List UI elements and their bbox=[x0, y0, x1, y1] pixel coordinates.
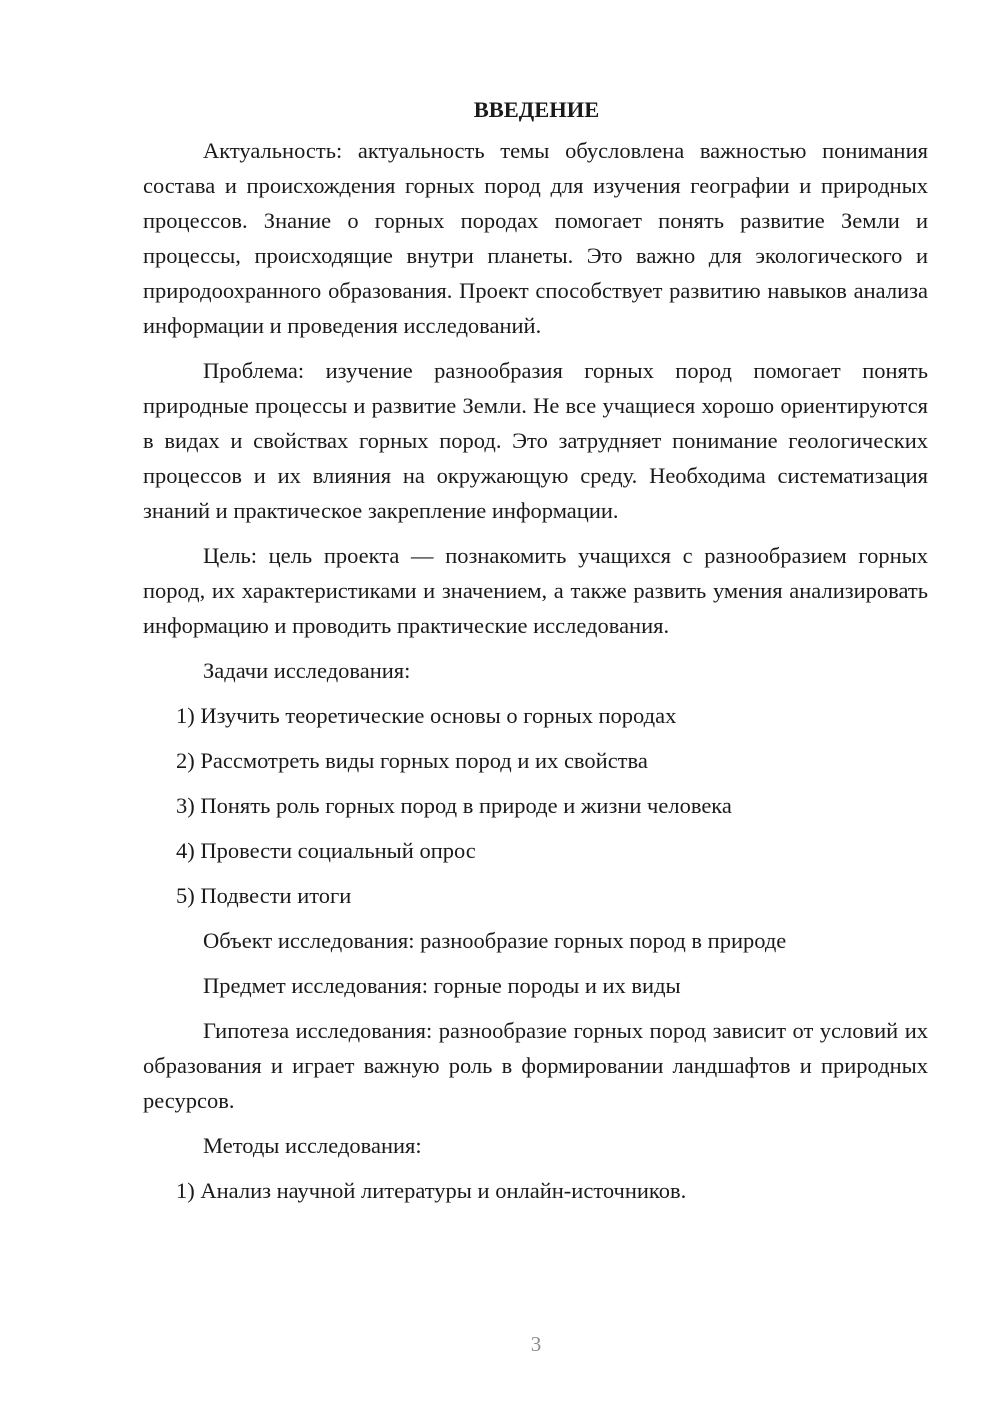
research-object: Объект исследования: разнообразие горных пород в природе bbox=[203, 928, 787, 953]
page-number: 3 bbox=[530, 1332, 542, 1356]
tasks-title: Задачи исследования: bbox=[203, 658, 411, 683]
task-item-4: 4) Провести социальный опрос bbox=[176, 838, 476, 863]
task-item-3: 3) Понять роль горных пород в природе и жизни человека bbox=[176, 793, 732, 818]
task-item-1: 1) Изучить теоретические основы о горных породах bbox=[176, 703, 677, 728]
problem-paragraph: Проблема: изучение разнообразия горных пород помогает понять природные процессы и развитие Земли. Не все учащиеся хорошо ориентируются в видах и свойствах горных пород. Это затрудняет понимание геологических процессов и их влияния на окружающую среду. Необходима систематизация знаний и практическое закрепление информации. bbox=[143, 358, 928, 523]
goal-paragraph: Цель: цель проекта — познакомить учащихся с разнообразием горных пород, их характеристиками и значением, а также развить умения анализировать информацию и проводить практические исследования. bbox=[143, 543, 928, 638]
document-page bbox=[143, 92, 928, 1218]
relevance-paragraph: Актуальность: актуальность темы обусловлена важностью понимания состава и происхождения горных пород для изучения географии и природных процессов. Знание о горных породах помогает понять развитие Земли и процессы, происходящие внутри планеты. Это важно для экологического и природоохранного образования. Проект способствует развитию навыков анализа информации и проведения исследований. bbox=[143, 138, 928, 338]
hypothesis-paragraph: Гипотеза исследования: разнообразие горных пород зависит от условий их образования и играет важную роль в формировании ландшафтов и природных ресурсов. bbox=[143, 1018, 928, 1113]
method-item-1: 1) Анализ научной литературы и онлайн-источников. bbox=[176, 1178, 687, 1203]
page-title: ВВЕДЕНИЕ bbox=[473, 97, 600, 122]
task-item-2: 2) Рассмотреть виды горных пород и их свойства bbox=[176, 748, 648, 773]
research-subject: Предмет исследования: горные породы и их виды bbox=[203, 973, 681, 998]
methods-title: Методы исследования: bbox=[203, 1133, 422, 1158]
task-item-5: 5) Подвести итоги bbox=[176, 883, 352, 908]
